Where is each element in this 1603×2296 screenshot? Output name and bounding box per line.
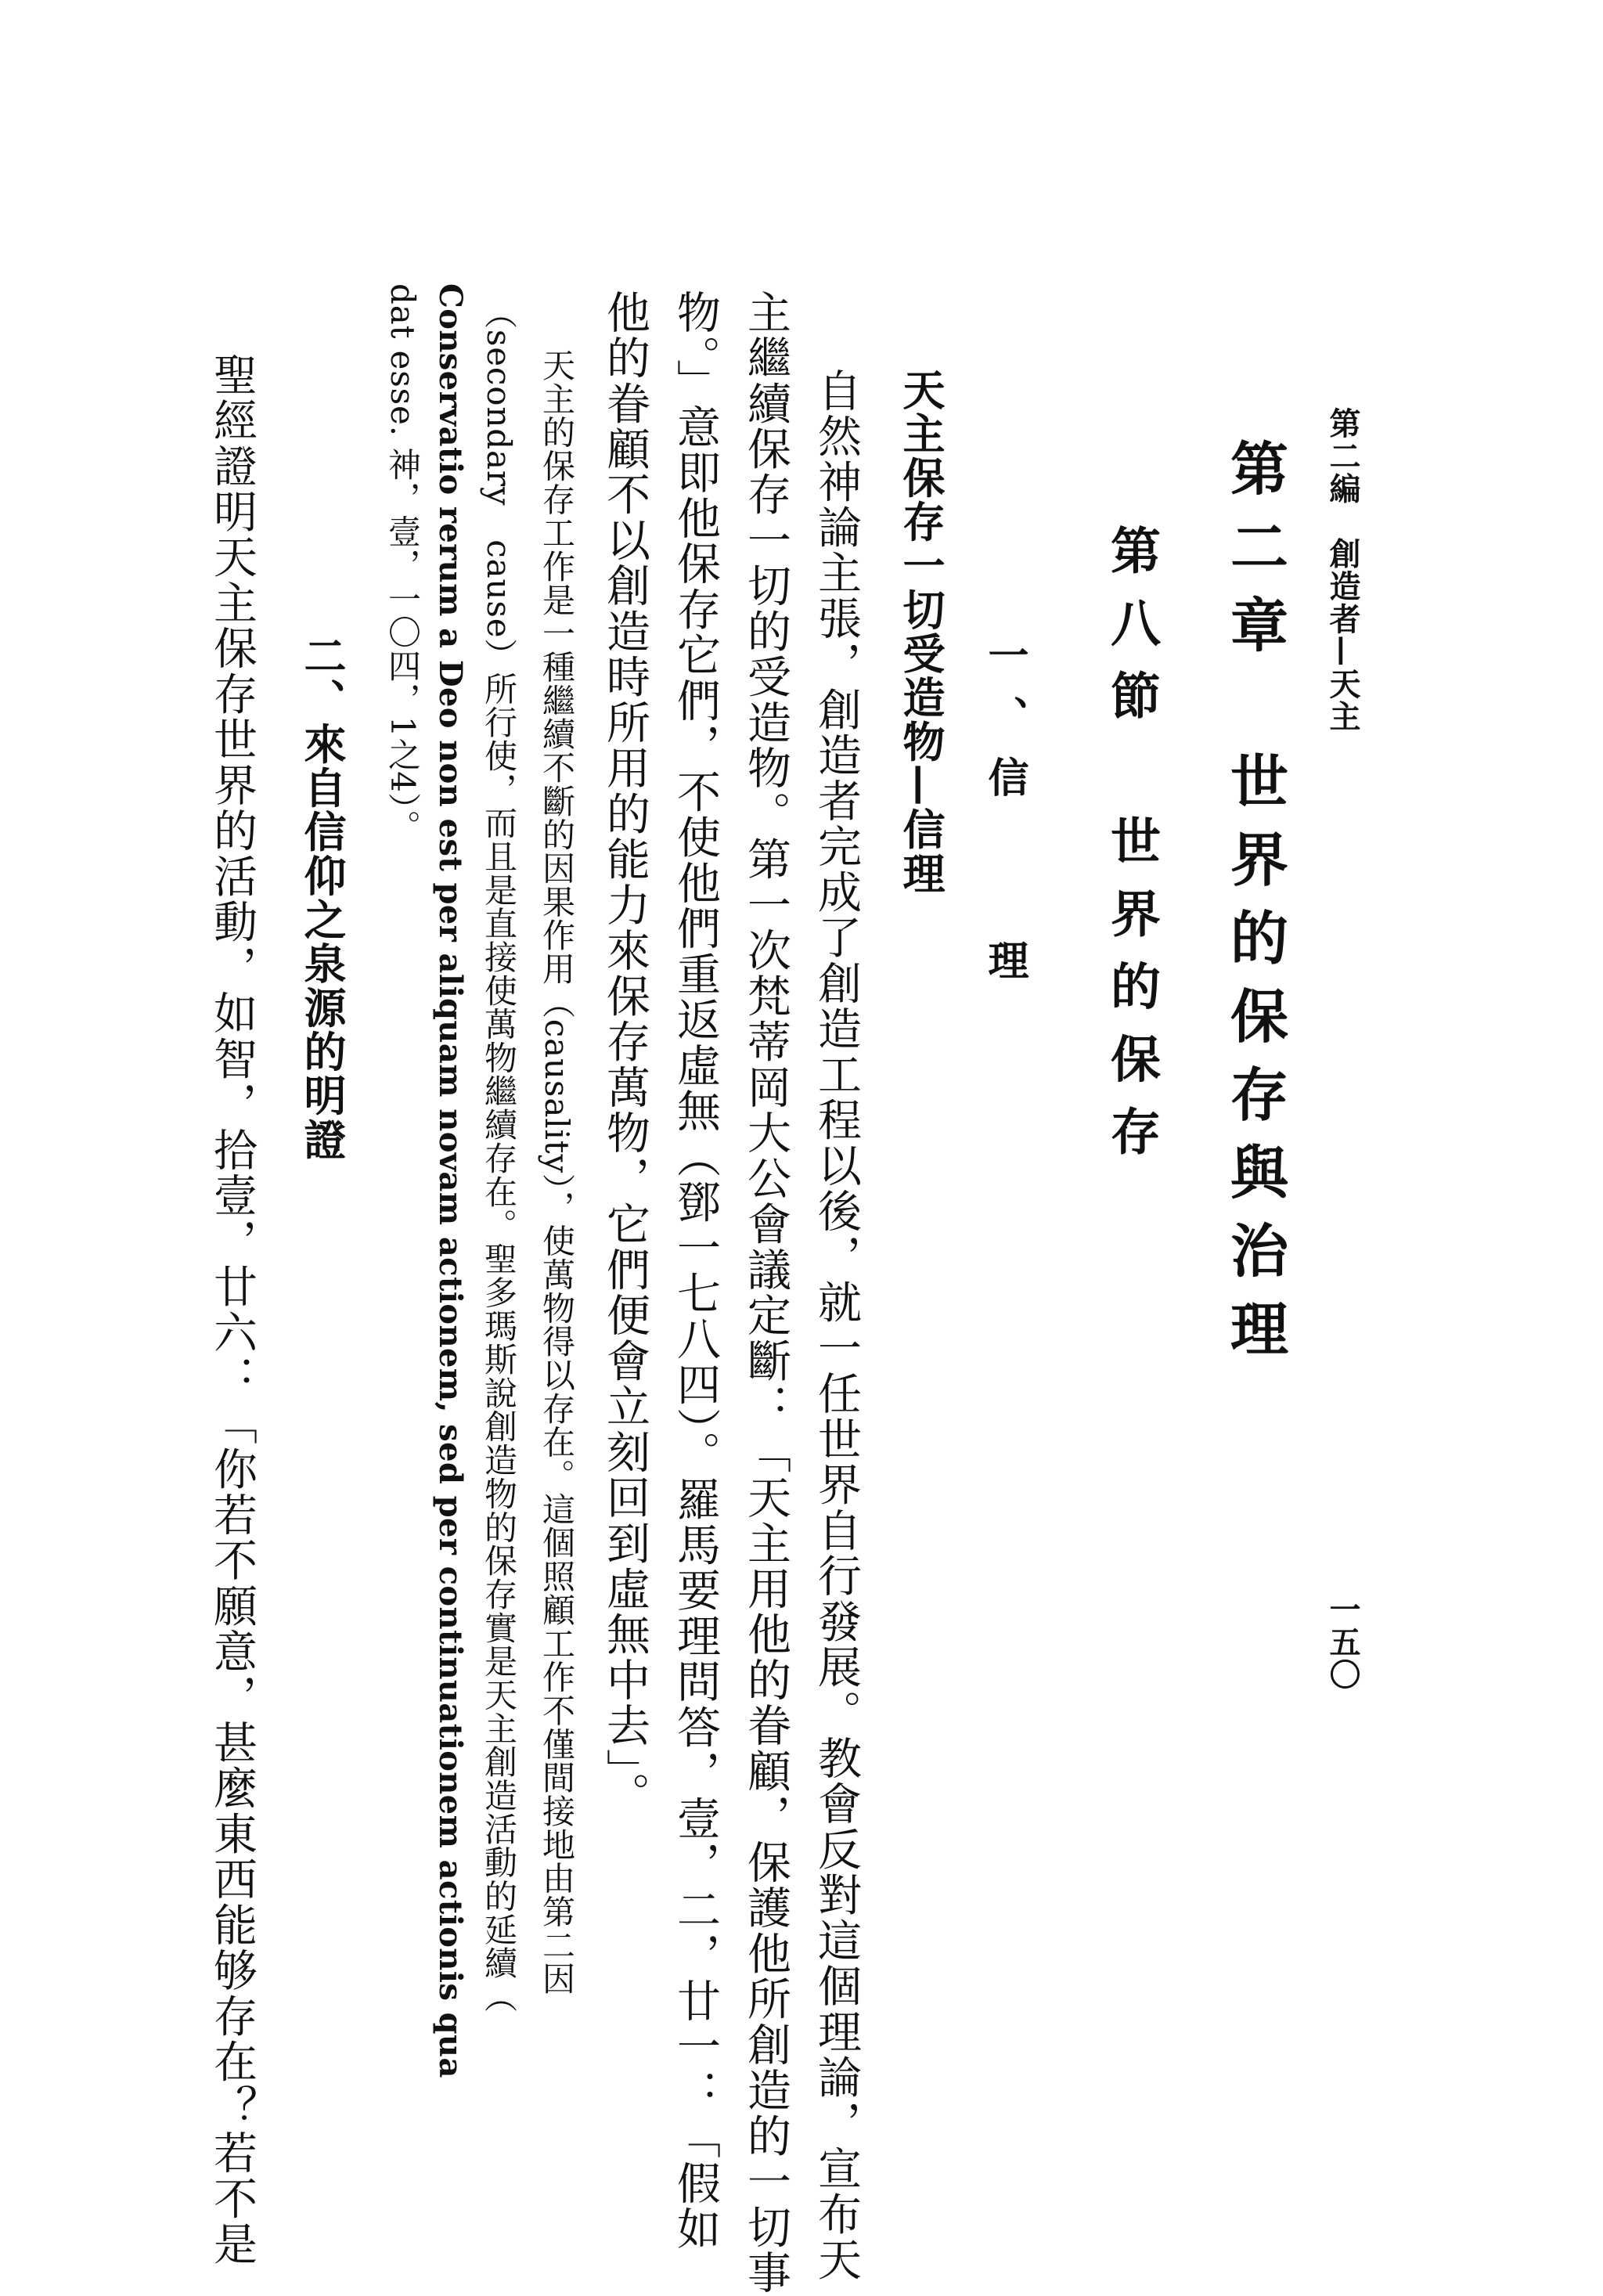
paragraph-1-line-3: 物。」意即他保存它們，不使他們重返虛無（鄧一七八四）。羅馬要理問答，壹，二，廿一：「假如	[670, 290, 721, 2252]
thesis-heading: 天主保存一切受造物—信理	[896, 368, 946, 896]
paragraph-2-line-3: Conservatio rerum a Deo non est per aliquam novam actionem, sed per continuationem actionis qua	[432, 283, 469, 2078]
paragraph-2-line-4: dat esse. 神，壹，一〇四，1之4）。	[384, 283, 422, 844]
running-header-title: 第二編 創造者—天主	[1324, 407, 1361, 733]
paragraph-1-line-1: 自然神論主張，創造者完成了創造工程以後，就一任世界自行發展。教會反對這個理論，宣布天	[811, 368, 862, 2283]
paragraph-2-line-1: 天主的保存工作是一種繼續不斷的因果作用（causality），使萬物得以存在。這個照顧工作不僅間接地由第二因	[538, 348, 576, 1996]
section-title: 第八節 世界的保存	[1102, 524, 1161, 1179]
subsection-heading-doctrine: 一、信 理	[981, 634, 1028, 1000]
page-number: 一五〇	[1324, 1593, 1361, 1691]
paragraph-1-line-2: 主繼續保存一切的受造物。第一次梵蒂岡大公會議定斷：「天主用他的眷顧，保護他所創造的一切事	[740, 290, 791, 2296]
subsection-heading-sources: 二、來自信仰之泉源的明證	[297, 634, 348, 1162]
chapter-title: 第二章 世界的保存與治理	[1221, 438, 1288, 1377]
paragraph-2-line-2: （secondary cause）所行使，而且是直接使萬物繼續存在。聖多瑪斯說創造物的保存實是天主創造活動的延續（	[480, 296, 518, 2013]
paragraph-3-line-1: 聖經證明天主保存世界的活動，如智，拾壹，廿六：「你若不願意，甚麼東西能够存在？若不是	[207, 352, 258, 2268]
paragraph-1-line-4: 他的眷顧不以創造時所用的能力來保存萬物，它們便會立刻回到虛無中去」。	[600, 290, 650, 1818]
